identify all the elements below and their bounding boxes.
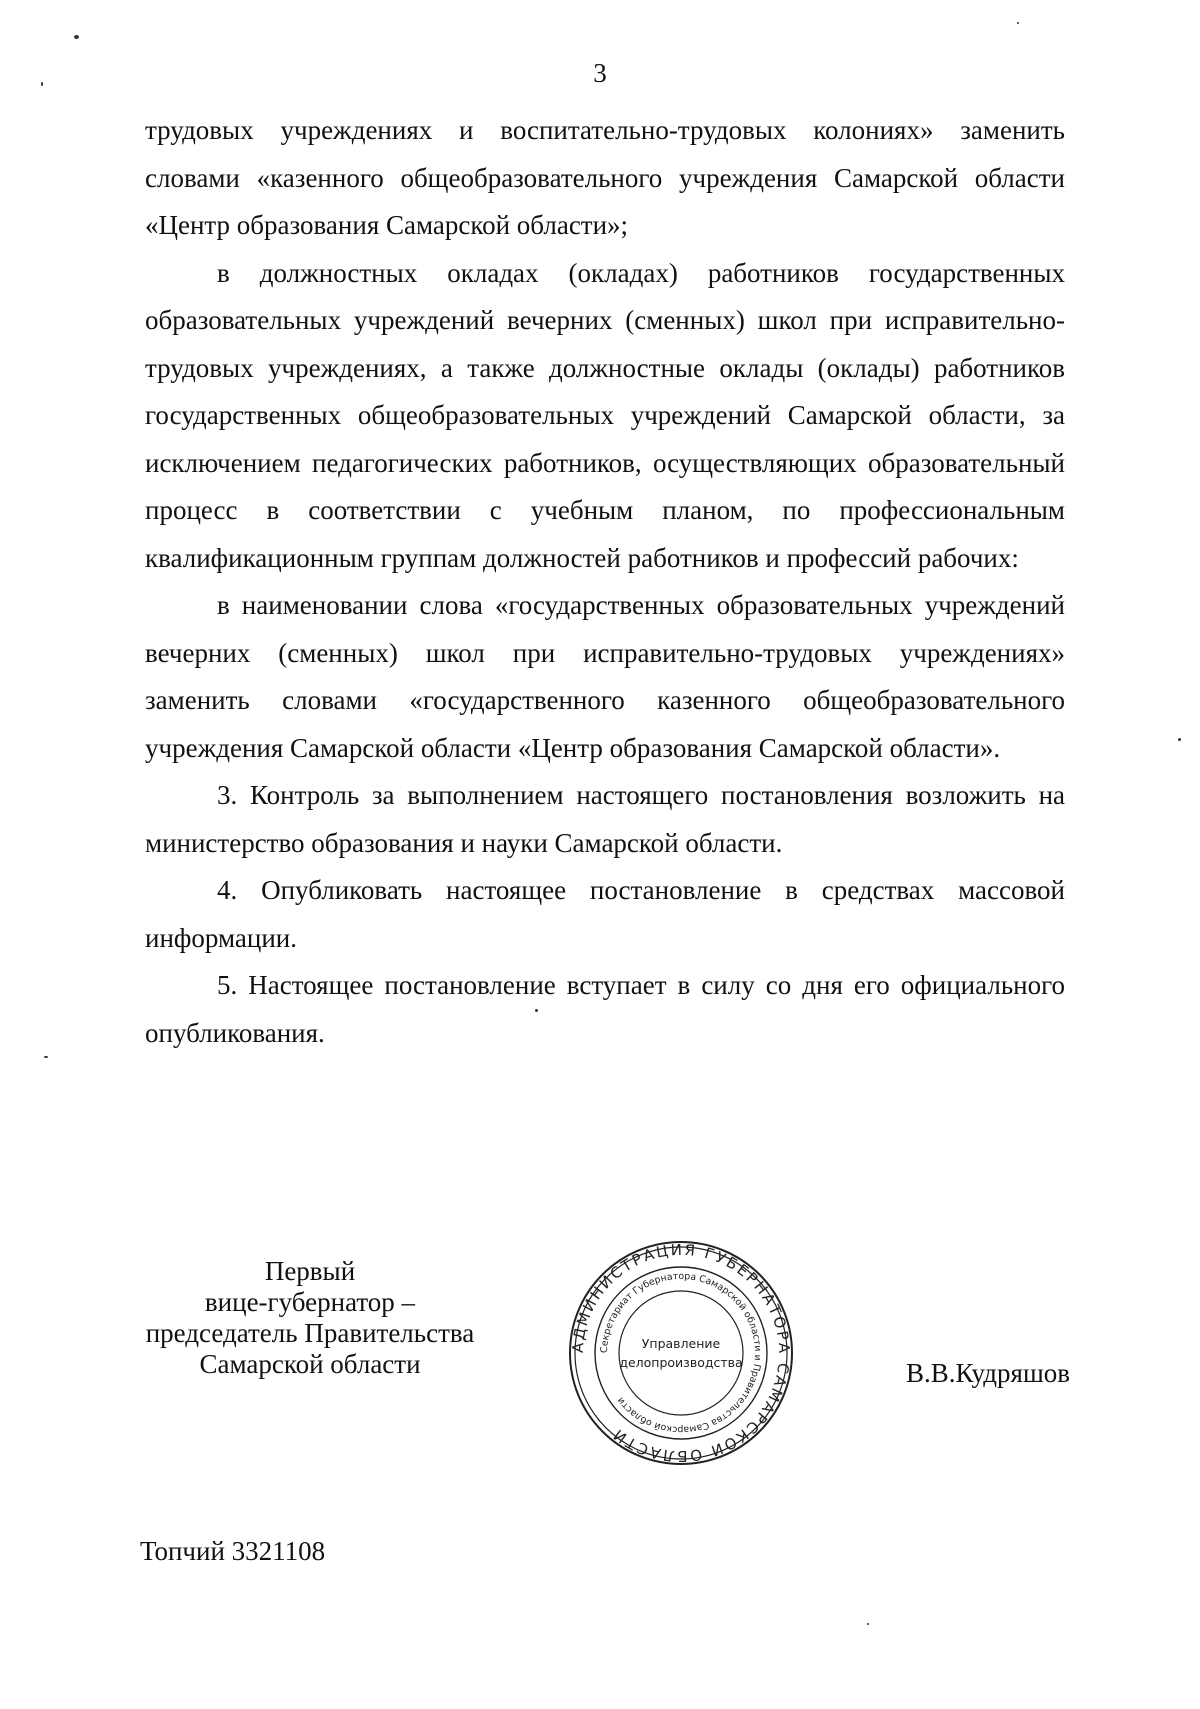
signatory-title-line: вице-губернатор – xyxy=(204,1287,416,1317)
stamp-center-line: Управление xyxy=(641,1336,721,1351)
page-number: 3 xyxy=(593,58,607,88)
scan-speck xyxy=(867,1623,869,1625)
official-stamp xyxy=(566,1238,796,1468)
scan-speck xyxy=(44,1056,48,1058)
scan-speck xyxy=(535,1009,538,1012)
document-body xyxy=(145,107,1065,1057)
signatory-title-line: Самарской области xyxy=(199,1349,421,1379)
signatory-title-line: председатель Правительства xyxy=(145,1318,475,1348)
signatory-name: В.В.Кудряшов xyxy=(906,1358,1070,1388)
paragraph: 3. Контроль за выполнением настоящего постановления возложить на министерство образования и науки Самарской области. xyxy=(145,780,1065,858)
paragraph: в наименовании слова «государственных образовательных учреждений вечерних (сменных) школ при исправительно-трудовых учреждениях» заменить словами «государственного казенного общеобразовательного учреждения Самарской области «Центр образования Самарской области». xyxy=(145,590,1065,763)
paragraph: 5. Настоящее постановление вступает в силу со дня его официального опубликования. xyxy=(145,970,1065,1048)
stamp-inner-text: Секретариат Губернатора Самарской области и Правительства Самарской области xyxy=(598,1270,764,1436)
stamp-outer-text: АДМИНИСТРАЦИЯ ГУБЕРНАТОРА САМАРСКОЙ ОБЛАСТИ xyxy=(568,1240,794,1466)
scan-speck xyxy=(1178,738,1181,741)
paragraph: 4. Опубликовать настоящее постановление в средствах массовой информации. xyxy=(145,875,1065,953)
signatory-title xyxy=(120,1256,500,1380)
svg-text:Секретариат Губернатора Самарс xyxy=(599,1271,763,1435)
paragraph: трудовых учреждениях и воспитательно-трудовых колониях» заменить словами «казенного общеобразовательного учреждения Самарской области «Центр образования Самарской области»; xyxy=(145,115,1065,240)
stamp-center-line: делопроизводства xyxy=(619,1355,743,1370)
scan-speck xyxy=(41,82,43,86)
scan-speck xyxy=(74,35,79,39)
scan-speck xyxy=(1017,22,1019,24)
paragraph: в должностных окладах (окладах) работников государственных образовательных учреждений вечерних (сменных) школ при исправительно-трудовых учреждениях, а также должностные оклады (оклады) работников государственных общеобразовательных учреждений Самарской области, за исключением педагогических работников, осуществляющих образовательный процесс в соответствии с учебным планом, по профессиональным квалификационным группам должностей работников и профессий рабочих: xyxy=(145,257,1065,573)
signatory-title-line: Первый xyxy=(264,1256,356,1286)
executor-note: Топчий 3321108 xyxy=(140,1536,326,1566)
